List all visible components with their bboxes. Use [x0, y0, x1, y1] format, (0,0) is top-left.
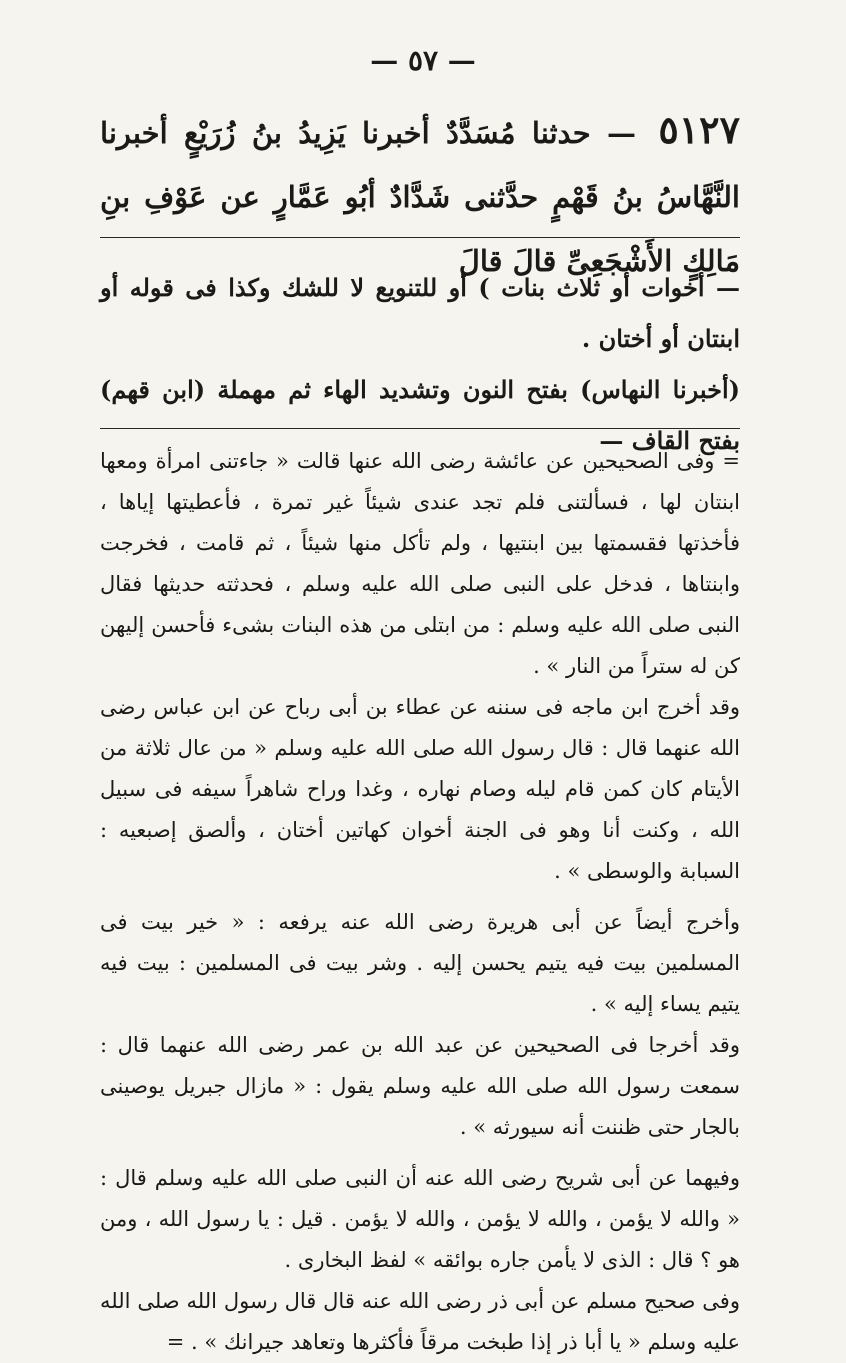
commentary — [100, 262, 740, 466]
page-number: — ٥٧ — — [370, 44, 476, 77]
footnote-paragraph: وقد أخرجا فى الصحيحين عن عبد الله بن عمر رضى الله عنهما قال : سمعت رسول الله صلى الله عليه وسلم يقول : « مازال جبريل يوصينى بالجار حتى ظننت أنه سيورثه » . — [100, 1033, 740, 1139]
hadith-chain: — حدثنا مُسَدَّدٌ أخبرنا يَزِيدُ بنُ زُرَيْعٍ أخبرنا النَّهَّاسُ بنُ قَهْمٍ حدَّثنى شَدَّادٌ أبُو عَمَّارٍ عن عَوْفِ بنِ مَالِكٍ الأَشْجَعِىِّ قالَ قالَ — [100, 116, 740, 278]
hadith-number: ٥١٢٧ — [658, 107, 740, 152]
footnote-paragraph: وأخرج أيضاً عن أبى هريرة رضى الله عنه يرفعه : « خير بيت فى المسلمين بيت فيه يتيم يحسن إليه . وشر بيت فى المسلمين : بيت فيه يتيم يساء إليه » . — [100, 910, 740, 1016]
footnote-paragraph: وقد أخرج ابن ماجه فى سننه عن عطاء بن أبى رباح عن ابن عباس رضى الله عنهما قال : قال رسول الله صلى الله عليه وسلم « من عال ثلاثة من الأيتام كان كمن قام ليله وصام نهاره ، وغدا وراح شاهراً سيفه فى سبيل الله ، وكنت أنا وهو فى الجنة أخوان كهاتين أختان ، وألصق إصبعيه : السبابة والوسطى » . — [100, 695, 740, 883]
commentary-paragraph: — أخوات أو ثلاث بنات ) أو للتنويع لا للشك وكذا فى قوله أو ابنتان أو أختان . — [100, 273, 740, 353]
footnote-paragraph: وفيهما عن أبى شريح رضى الله عنه أن النبى صلى الله عليه وسلم قال : « والله لا يؤمن ، والله لا يؤمن ، والله لا يؤمن . قيل : يا رسول الله ، ومن هو ؟ قال : الذى لا يأمن جاره بوائقه » لفظ البخارى . — [100, 1166, 740, 1272]
footnote-paragraph: وفى صحيح مسلم عن أبى ذر رضى الله عنه قال قال رسول الله صلى الله عليه وسلم « يا أبا ذر إذا طبخت مرقاً فأكثرها وتعاهد جيرانك » . = — [100, 1289, 740, 1354]
footnote-paragraph: = وفى الصحيحين عن عائشة رضى الله عنها قالت « جاءتنى امرأة ومعها ابنتان لها ، فسألتنى فلم تجد عندى شيئاً غير تمرة ، فأعطيتها إياها ، فأخذتها فقسمتها بين ابنتيها ، ولم تأكل منها شيئاً ، ثم قامت ، فخرجت وابنتاها ، فدخل على النبى صلى الله عليه وسلم ، فحدثته حديثها فقال النبى صلى الله عليه وسلم : من ابتلى من هذه البنات بشىء فأحسن إليهن كن له ستراً من النار » . — [100, 449, 740, 678]
divider-top — [100, 237, 740, 238]
footnotes — [100, 441, 740, 1363]
divider-footnotes — [100, 428, 740, 429]
commentary-paragraph: (أخبرنا النهاس) بفتح النون وتشديد الهاء ثم مهملة (ابن قهم) بفتح القاف — — [100, 375, 740, 455]
